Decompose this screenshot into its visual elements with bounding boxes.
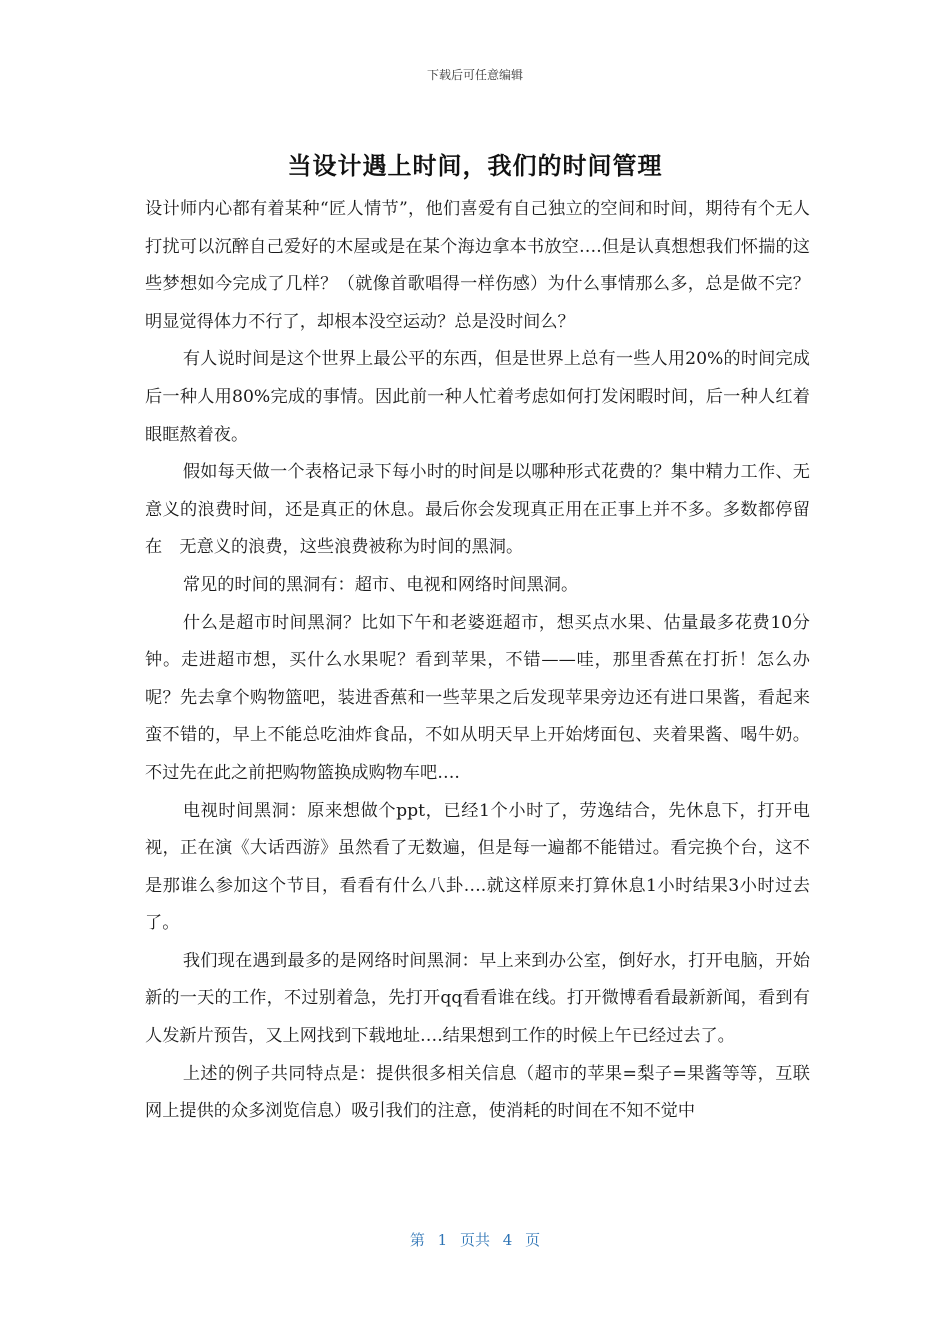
paragraph-supermarket: 什么是超市时间黑洞？比如下午和老婆逛超市，想买点水果、估量最多花费10分钟。走进超市想，买什么水果呢？看到苹果，不错——哇，那里香蕉在打折！怎么办呢？先去拿个购物篮吧，装进香蕉和一些苹果之后发现苹果旁边还有进口果酱，看起来蛮不错的，早上不能总吃油炸食品，不如从明天早上开始烤面包、夹着果酱、喝牛奶。不过先在此之前把购物篮换成购物车吧…. [145,612,810,783]
document-title: 当设计遇上时间，我们的时间管理 [287,152,663,180]
document-body [145,191,810,1131]
paragraph-time-log: 假如每天做一个表格记录下每小时的时间是以哪种形式花费的？集中精力工作、无意义的浪费时间，还是真正的休息。最后你会发现真正用在正事上并不多。多数都停留在 无意义的浪费，这些浪费被称为时间的黑洞。 [145,462,810,558]
paragraph-internet: 我们现在遇到最多的是网络时间黑洞：早上来到办公室，倒好水，打开电脑，开始新的一天的工作，不过别着急，先打开qq看看谁在线。打开微博看看最新新闻，看到有人发新片预告，又上网找到下载地址….结果想到工作的时候上午已经过去了。 [145,950,810,1047]
paragraph-tv: 电视时间黑洞：原来想做个ppt，已经1个小时了，劳逸结合，先休息下，打开电视，正在演《大话西游》虽然看了无数遍，但是每一遍都不能错过。看完换个台，这不是那谁么参加这个节目，看看有什么八卦….就这样原来打算休息1小时结果3小时过去了。 [145,800,810,934]
page-header-note: 下载后可任意编辑 [426,68,523,82]
paragraph-black-holes: 常见的时间的黑洞有：超市、电视和网络时间黑洞。 [182,574,579,595]
paragraph-summary: 上述的例子共同特点是：提供很多相关信息（超市的苹果=梨子=果酱等等，互联网上提供的众多浏览信息）吸引我们的注意，使消耗的时间在不知不觉中 [145,1063,810,1122]
paragraph-intro: 设计师内心都有着某种“匠人情节”，他们喜爱有自己独立的空间和时间，期待有个无人打扰可以沉醉自己爱好的木屋或是在某个海边拿本书放空….但是认真想想我们怀揣的这些梦想如今完成了几样？（就像首歌唱得一样伤感）为什么事情那么多，总是做不完？明显觉得体力不行了，却根本没空运动？总是没时间么？ [145,199,810,332]
paragraph-fair-time: 有人说时间是这个世界上最公平的东西，但是世界上总有一些人用20%的时间完成后一种人用80%完成的事情。因此前一种人忙着考虑如何打发闲暇时间，后一种人红着眼眶熬着夜。 [145,349,810,445]
page-footer: 第 1 页共 4 页 [409,1231,541,1249]
